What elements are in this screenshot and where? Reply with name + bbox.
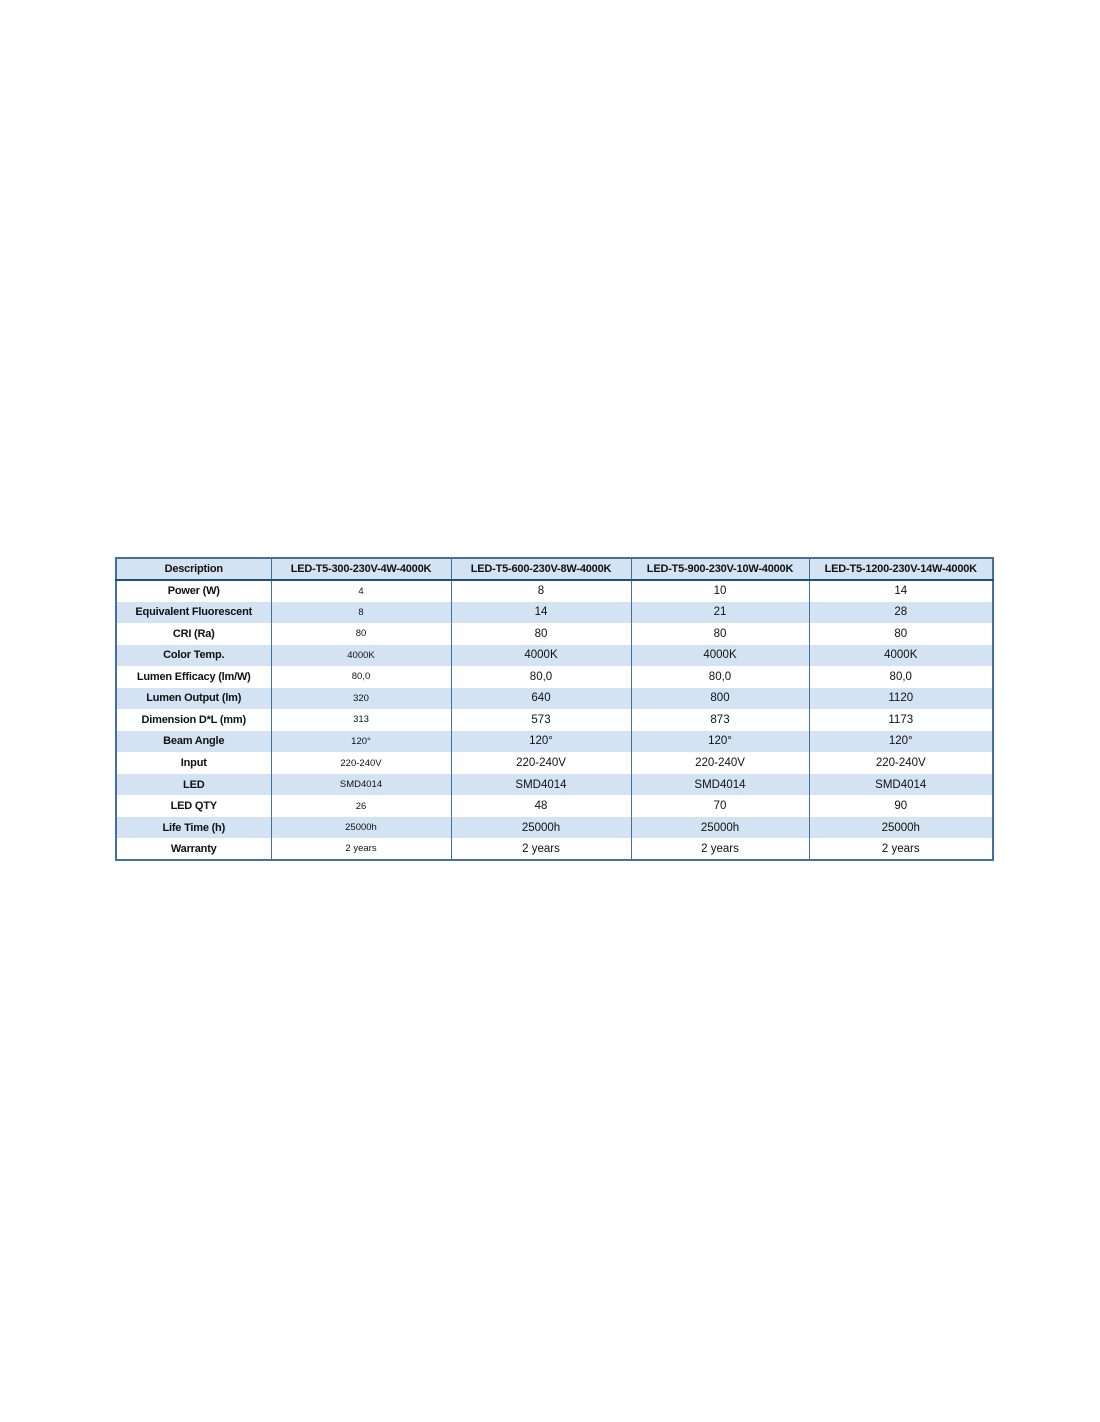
- cell-value: 873: [631, 709, 809, 731]
- cell-value: 8: [271, 602, 451, 624]
- cell-value: 4000K: [271, 645, 451, 667]
- header-model-600: LED-T5-600-230V-8W-4000K: [451, 558, 631, 580]
- table-row: [116, 817, 993, 839]
- cell-value: 120°: [451, 731, 631, 753]
- cell-value: 2 years: [631, 838, 809, 860]
- header-row: [116, 558, 993, 580]
- row-label: Dimension D*L (mm): [141, 713, 246, 726]
- cell-value: 80: [271, 623, 451, 645]
- table-row: [116, 580, 993, 602]
- cell-value: 25000h: [451, 817, 631, 839]
- header-description: Description: [116, 558, 271, 580]
- table-row: [116, 838, 993, 860]
- cell-value: 120°: [809, 731, 993, 753]
- cell-value: 80: [631, 623, 809, 645]
- cell-value: 25000h: [631, 817, 809, 839]
- cell-value: 1120: [809, 688, 993, 710]
- table-row: [116, 666, 993, 688]
- cell-value: 120°: [271, 731, 451, 753]
- cell-value: 70: [631, 795, 809, 817]
- table-row: [116, 709, 993, 731]
- row-label: Color Temp.: [163, 649, 225, 662]
- cell-value: 80,0: [451, 666, 631, 688]
- table-row: [116, 752, 993, 774]
- cell-value: SMD4014: [271, 774, 451, 796]
- cell-value: 25000h: [271, 817, 451, 839]
- header-model-300: LED-T5-300-230V-4W-4000K: [271, 558, 451, 580]
- cell-value: 25000h: [809, 817, 993, 839]
- cell-value: 21: [631, 602, 809, 624]
- row-label: Life Time (h): [162, 821, 226, 834]
- spec-table: [115, 557, 994, 861]
- header-model-1200: LED-T5-1200-230V-14W-4000K: [809, 558, 993, 580]
- spec-table-container: [115, 557, 992, 861]
- table-row: [116, 602, 993, 624]
- cell-value: 220-240V: [631, 752, 809, 774]
- table-row: [116, 795, 993, 817]
- cell-value: 640: [451, 688, 631, 710]
- cell-value: SMD4014: [809, 774, 993, 796]
- row-label: Lumen Efficacy (lm/W): [136, 670, 251, 683]
- row-label: Lumen Output (lm): [146, 692, 242, 705]
- cell-value: 48: [451, 795, 631, 817]
- table-row: [116, 774, 993, 796]
- cell-value: 573: [451, 709, 631, 731]
- cell-value: 313: [271, 709, 451, 731]
- row-label: Beam Angle: [163, 735, 225, 748]
- cell-value: 26: [271, 795, 451, 817]
- cell-value: 320: [271, 688, 451, 710]
- cell-value: 120°: [631, 731, 809, 753]
- row-label: Warranty: [170, 842, 217, 855]
- row-label: Power (W): [167, 585, 220, 598]
- cell-value: SMD4014: [451, 774, 631, 796]
- table-row: [116, 688, 993, 710]
- cell-value: 4000K: [631, 645, 809, 667]
- row-label: LED: [183, 778, 205, 791]
- cell-value: 80,0: [631, 666, 809, 688]
- cell-value: 80,0: [271, 666, 451, 688]
- table-row: [116, 645, 993, 667]
- cell-value: 80,0: [809, 666, 993, 688]
- cell-value: SMD4014: [631, 774, 809, 796]
- cell-value: 220-240V: [809, 752, 993, 774]
- cell-value: 14: [809, 580, 993, 602]
- cell-value: 800: [631, 688, 809, 710]
- cell-value: 2 years: [451, 838, 631, 860]
- header-model-900: LED-T5-900-230V-10W-4000K: [631, 558, 809, 580]
- cell-value: 80: [451, 623, 631, 645]
- table-row: [116, 731, 993, 753]
- cell-value: 10: [631, 580, 809, 602]
- row-label: Input: [180, 757, 207, 770]
- cell-value: 28: [809, 602, 993, 624]
- cell-value: 220-240V: [451, 752, 631, 774]
- cell-value: 1173: [809, 709, 993, 731]
- cell-value: 2 years: [809, 838, 993, 860]
- cell-value: 80: [809, 623, 993, 645]
- row-label: Equivalent Fluorescent: [135, 606, 253, 619]
- cell-value: 2 years: [271, 838, 451, 860]
- row-label: LED QTY: [170, 800, 217, 813]
- spec-table-body: [116, 580, 993, 860]
- cell-value: 4000K: [451, 645, 631, 667]
- spec-table-header: [116, 558, 993, 580]
- cell-value: 14: [451, 602, 631, 624]
- cell-value: 8: [451, 580, 631, 602]
- cell-value: 220-240V: [271, 752, 451, 774]
- cell-value: 90: [809, 795, 993, 817]
- table-row: [116, 623, 993, 645]
- cell-value: 4: [271, 580, 451, 602]
- cell-value: 4000K: [809, 645, 993, 667]
- row-label: CRI (Ra): [172, 627, 215, 640]
